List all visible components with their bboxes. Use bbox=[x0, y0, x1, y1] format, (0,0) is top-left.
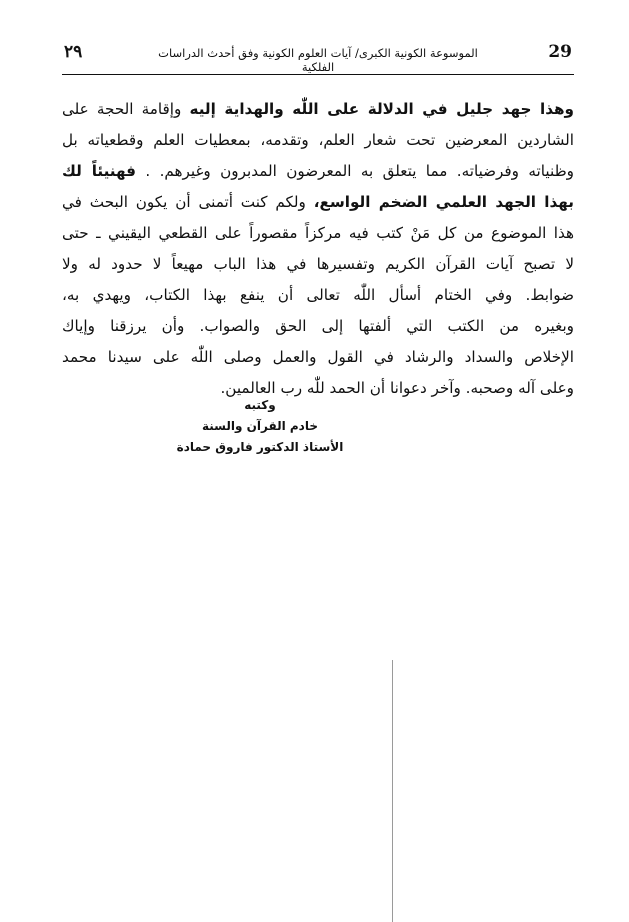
signature-block bbox=[150, 395, 370, 458]
text-line-3 bbox=[62, 156, 574, 187]
page-number-arabic: ٢٩ bbox=[64, 42, 83, 62]
bold-phrase: وهذا جهد جليل في الدلالة على اللّٰه والهداية إليه bbox=[189, 100, 574, 118]
text-line-5: هذا الموضوع من كل مَنْ كتب فيه مركزاً مقصوراً على القطعي اليقيني ـ حتى bbox=[62, 224, 574, 242]
signature-name: الأستاذ الدكتور فاروق حمادة bbox=[176, 440, 344, 454]
bold-phrase: فهنيئاً لك bbox=[62, 162, 136, 180]
text-line-8: وبغيره من الكتب التي ألفتها إلى الحق والصواب. وأن يرزقنا وإياك bbox=[62, 317, 574, 335]
gutter-line bbox=[392, 660, 393, 922]
line-text: ولكم كنت أتمنى أن يكون البحث في bbox=[62, 193, 314, 211]
text-line-7: ضوابط. وفي الختام أسأل اللّٰه تعالى أن ينفع بهذا الكتاب، ويهدي به، bbox=[62, 286, 574, 304]
page-header bbox=[62, 34, 574, 75]
page-number-latin: 29 bbox=[548, 42, 572, 62]
text-line-1 bbox=[62, 94, 574, 125]
line-text: وإقامة الحجة على bbox=[62, 100, 190, 118]
text-line-6: لا تصبح آيات القرآن الكريم وتفسيرها في هذا الباب مهيعاً لا حدود له ولا bbox=[62, 255, 574, 273]
signature-title: خادم القرآن والسنة bbox=[201, 419, 318, 433]
signature-wrote: وكتبه bbox=[244, 398, 276, 412]
body-text bbox=[62, 94, 574, 404]
running-title: الموسوعة الكونية الكبرى/ آيات العلوم الكونية وفق أحدث الدراسات الفلكية bbox=[158, 46, 478, 74]
text-line-10: وعلى آله وصحبه. وآخر دعوانا أن الحمد للّٰه رب العالمين. bbox=[220, 379, 574, 397]
text-line-9: الإخلاص والسداد والرشاد في القول والعمل وصلى اللّٰه على سيدنا محمد bbox=[62, 348, 574, 366]
line-text: وظنياته وفرضياته. مما يتعلق به المعرضون المدبرون وغيرهم. . bbox=[135, 162, 574, 180]
text-line-2: الشاردين المعرضين تحت شعار العلم، وتقدمه، بمعطيات العلم وقطعياته بل bbox=[62, 131, 574, 149]
text-line-4 bbox=[62, 187, 574, 218]
bold-phrase: بهذا الجهد العلمي الضخم الواسع، bbox=[313, 193, 574, 211]
